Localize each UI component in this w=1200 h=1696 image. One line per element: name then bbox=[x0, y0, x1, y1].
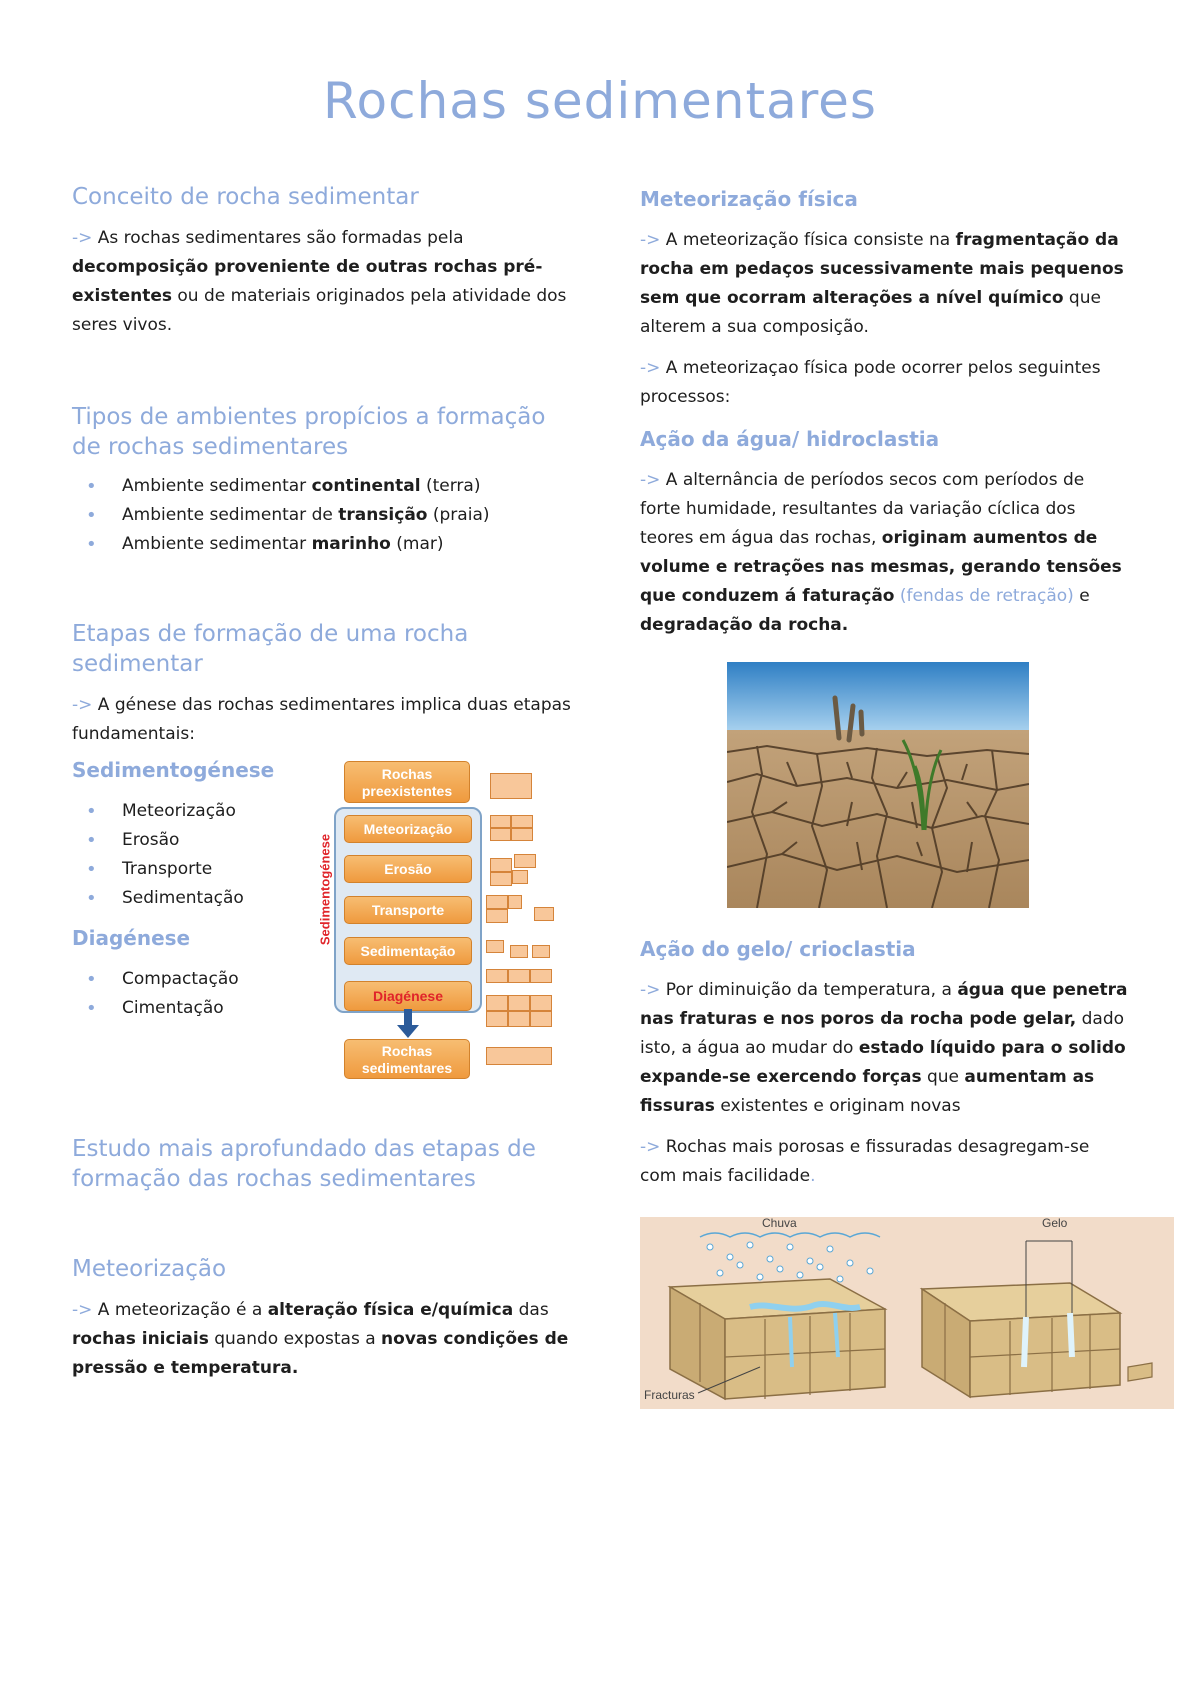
arrow-marker: -> bbox=[72, 228, 93, 248]
text-run: ou de materiais originados pela atividade dos seres vivos. bbox=[72, 286, 567, 335]
concept-paragraph bbox=[72, 224, 572, 340]
physical-processes-paragraph: -> A meteorizaçao física pode ocorrer pelos seguintes processos: bbox=[640, 358, 1101, 407]
formation-diagram bbox=[317, 755, 570, 1085]
arrow-marker: -> bbox=[640, 230, 661, 250]
label-chuva: Chuva bbox=[762, 1217, 797, 1230]
diagram-box-meteorizacao: Meteorização bbox=[344, 815, 472, 843]
porous-rocks-paragraph: -> Rochas mais porosas e fissuradas desagregam-se com mais facilidade. bbox=[640, 1137, 1090, 1186]
hidroclastia-paragraph: -> A alternância de períodos secos com períodos de forte humidade, resultantes da variação cíclica dos teores em água das rochas, originam aumentos de volume e retrações nas mesmas, gerando tensões que conduzem á faturação (fendas de retração) e degradação da rocha. bbox=[640, 470, 1122, 635]
arrow-marker: -> bbox=[640, 358, 661, 378]
diagram-box-rochas-preexistentes: Rochas preexistentes bbox=[344, 761, 470, 803]
meteorizacao-fisica-heading: Meteorização física bbox=[640, 187, 858, 211]
stages-block bbox=[72, 757, 572, 1092]
list-item: • Transporte bbox=[72, 855, 302, 884]
diagenese-list bbox=[72, 965, 302, 1023]
diagenese-heading: Diagénese bbox=[72, 926, 191, 950]
arrow-marker: -> bbox=[640, 470, 661, 490]
meteorizacao-paragraph: -> A meteorização é a alteração física e/química das rochas iniciais quando expostas a novas condições de pressão e temperatura. bbox=[72, 1300, 569, 1378]
list-item: • Cimentação bbox=[72, 994, 302, 1023]
crioclastia-heading: Ação do gelo/ crioclastia bbox=[640, 937, 916, 961]
diagram-box-erosao: Erosão bbox=[344, 855, 472, 883]
sedimentogenese-list bbox=[72, 797, 302, 913]
diagram-side-label-wrap bbox=[314, 817, 334, 967]
meteorizacao-heading: Meteorização bbox=[72, 1256, 227, 1282]
text-run: A génese das rochas sedimentares implica duas etapas fundamentais: bbox=[72, 695, 571, 744]
arrow-down-icon bbox=[396, 1009, 420, 1039]
bold-run: decomposição proveniente de outras rochas pré-existentes bbox=[72, 257, 543, 306]
text-run: As rochas sedimentares são formadas pela bbox=[92, 228, 464, 248]
diagram-box-sedimentacao: Sedimentação bbox=[344, 937, 472, 965]
physical-paragraph: -> A meteorização física consiste na fragmentação da rocha em pedaços sucessivamente mais pequenos sem que ocorram alterações a nível químico que alterem a sua composição. bbox=[640, 230, 1124, 337]
sedimentogenese-heading: Sedimentogénese bbox=[72, 758, 275, 782]
environments-heading: Tipos de ambientes propícios a formação de rochas sedimentares bbox=[72, 404, 546, 460]
diagram-box-rochas-sedimentares: Rochas sedimentares bbox=[344, 1039, 470, 1079]
label-gelo: Gelo bbox=[1042, 1217, 1068, 1230]
list-item: • Erosão bbox=[72, 826, 302, 855]
list-item: • Ambiente sedimentar marinho (mar) bbox=[72, 530, 572, 559]
left-column bbox=[72, 182, 572, 1383]
arrow-marker: -> bbox=[640, 1137, 661, 1157]
label-fracturas: Fracturas bbox=[644, 1388, 695, 1402]
arrow-marker: -> bbox=[640, 980, 661, 1000]
crioclastia-paragraph: -> Por diminuição da temperatura, a água que penetra nas fraturas e nos poros da rocha pode gelar, dado isto, a água ao mudar do estado líquido para o solido expande-se exercendo forças que aumentam as fissuras existentes e originam novas bbox=[640, 980, 1128, 1116]
diagram-box-transporte: Transporte bbox=[344, 896, 472, 924]
study-heading: Estudo mais aprofundado das etapas de formação das rochas sedimentares bbox=[72, 1136, 536, 1192]
diagram-side-label: Sedimentogénese bbox=[317, 833, 333, 946]
right-column bbox=[640, 186, 1130, 1409]
page-title: Rochas sedimentares bbox=[323, 72, 877, 130]
concept-heading: Conceito de rocha sedimentar bbox=[72, 184, 419, 210]
stages-intro bbox=[72, 691, 572, 749]
hidroclastia-heading: Ação da água/ hidroclastia bbox=[640, 427, 940, 451]
list-item: • Meteorização bbox=[72, 797, 302, 826]
diagram-box-diagenese: Diagénese bbox=[344, 981, 472, 1011]
list-item: • Compactação bbox=[72, 965, 302, 994]
cracked-soil-image bbox=[727, 662, 1029, 908]
list-item: • Ambiente sedimentar continental (terra) bbox=[72, 472, 572, 501]
list-item: • Ambiente sedimentar de transição (praia) bbox=[72, 501, 572, 530]
stages-heading: Etapas de formação de uma rocha sedimentar bbox=[72, 621, 469, 677]
arrow-marker: -> bbox=[72, 1300, 93, 1320]
crioclastia-illustration bbox=[640, 1217, 1174, 1409]
environments-list bbox=[72, 472, 572, 559]
arrow-marker: -> bbox=[72, 695, 93, 715]
list-item: • Sedimentação bbox=[72, 884, 302, 913]
